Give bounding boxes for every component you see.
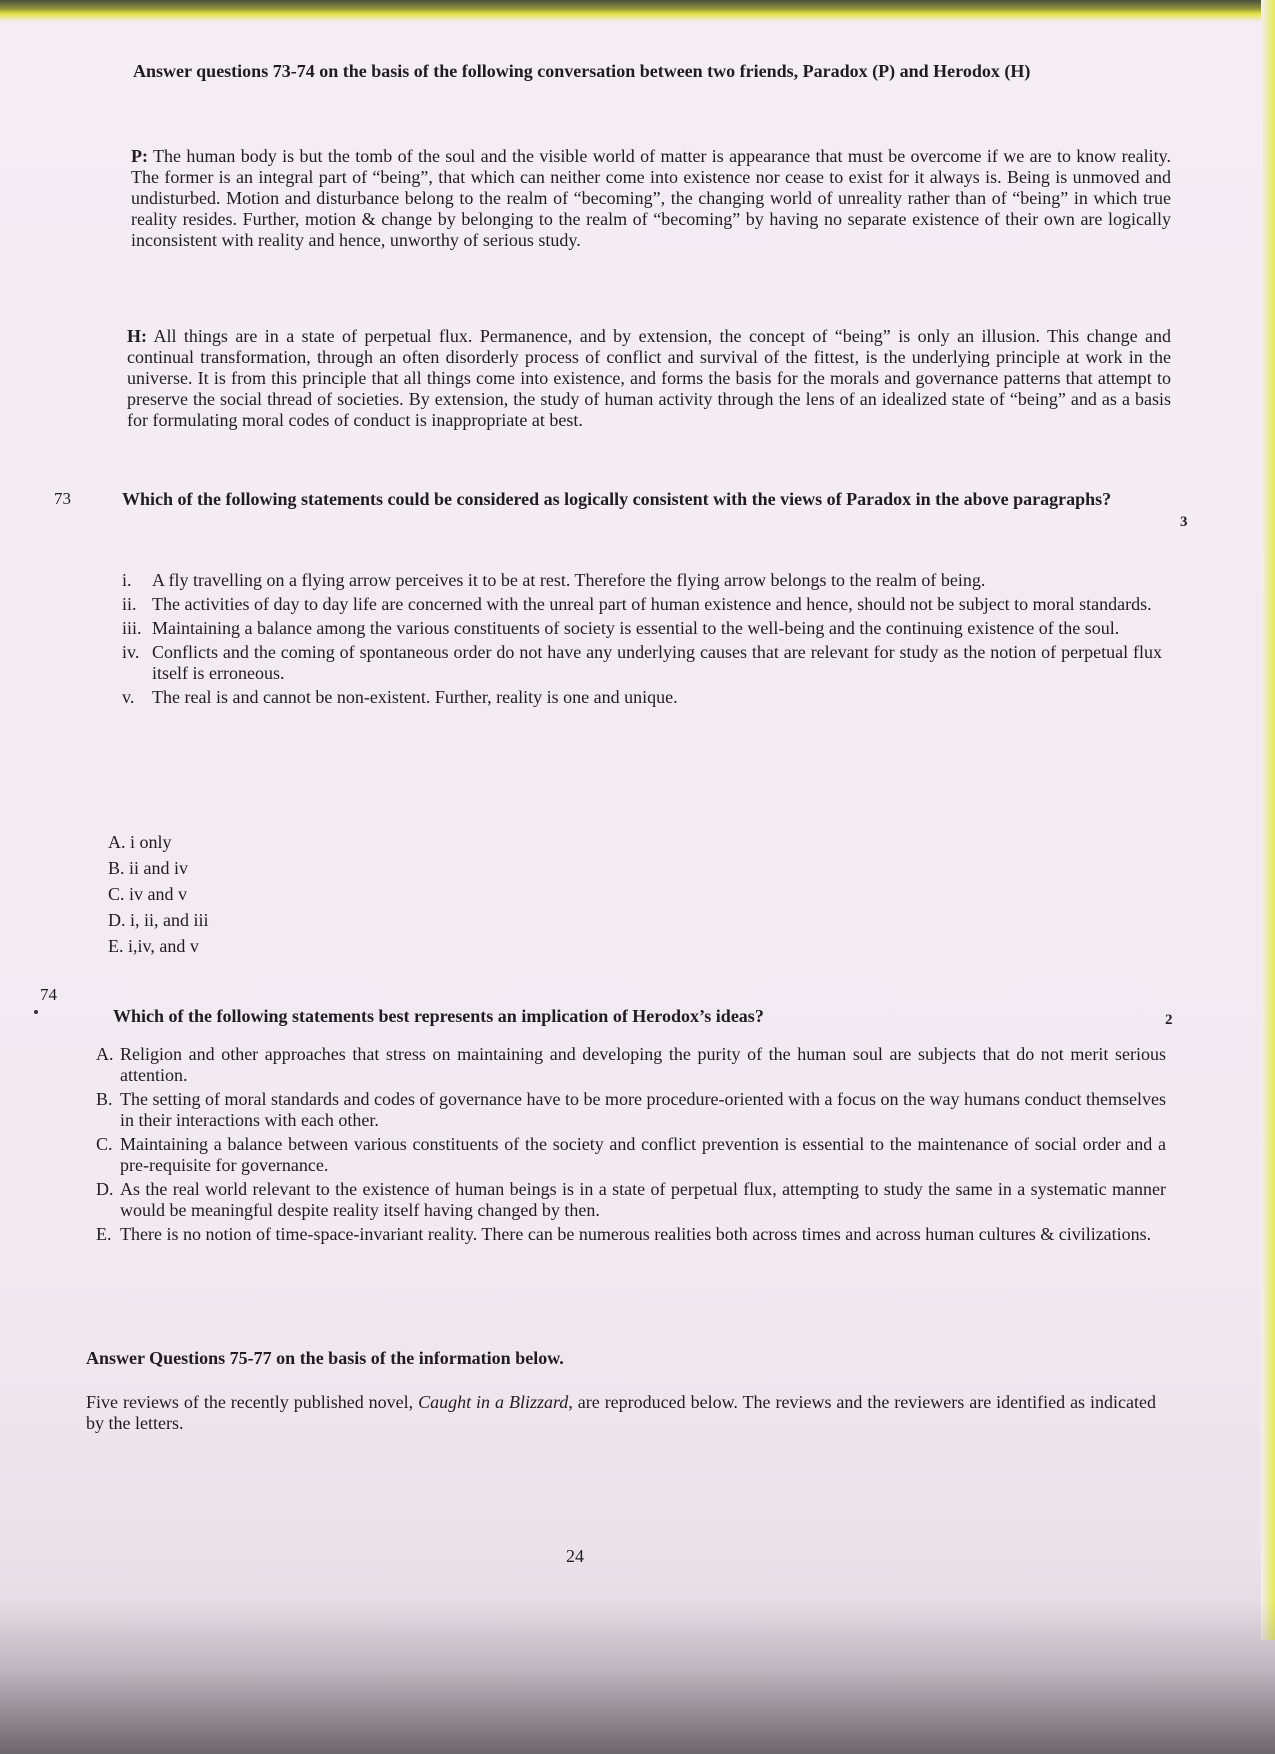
q74-option-b[interactable]: B. The setting of moral standards and codes of governance have to be more procedure-oriented with a focus on the way humans conduct themselves in their interactions with each other. bbox=[96, 1089, 1166, 1130]
q74-option-e[interactable]: E. There is no notion of time-space-invariant reality. There can be numerous realities both across times and across human cultures & civilizations. bbox=[96, 1224, 1152, 1244]
q74-option-c[interactable]: C. Maintaining a balance between various constituents of the society and conflict prevention is essential to the maintenance of social order and a pre-requisite for governance. bbox=[96, 1134, 1166, 1175]
q73-statement: i. A fly travelling on a flying arrow perceives it to be at rest. Therefore the flying arrow belongs to the realm of being. bbox=[122, 570, 986, 590]
novel-title: Caught in a Blizzard bbox=[418, 1392, 569, 1412]
q73-option-c[interactable]: C. iv and v bbox=[108, 884, 187, 904]
q74-option-d[interactable]: D. As the real world relevant to the existence of human beings is in a state of perpetual flux, attempting to study the same in a systematic manner would be meaningful despite reality itself having changed by then. bbox=[96, 1179, 1166, 1220]
herodox-paragraph bbox=[127, 326, 1171, 431]
margin-dot bbox=[34, 1010, 38, 1014]
scan-top-edge bbox=[0, 0, 1275, 22]
herodox-text: All things are in a state of perpetual flux. Permanence, and by extension, the concept of “being” is only an illusion. This change and continual transformation, through an often disorderly process of conflict and survival of the fittest, is the underlying principle at work in the universe. It is from this principle that all things come into existence, and forms the basis for the morals and governance patterns that attempt to preserve the social thread of societies. By extension, the study of human activity through the lens of an idealized state of “being” and as a basis for formulating moral codes of conduct is inappropriate at best. bbox=[127, 326, 1171, 430]
question-73-text: Which of the following statements could be considered as logically consistent with the views of Paradox in the above paragraphs? bbox=[122, 489, 1112, 509]
question-number-74: 74 bbox=[40, 985, 57, 1004]
scan-right-edge bbox=[1261, 0, 1275, 1640]
scan-bottom-shadow bbox=[0, 1600, 1275, 1754]
page-number: 24 bbox=[566, 1546, 584, 1566]
section-heading-73-74: Answer questions 73-74 on the basis of the following conversation between two friends, Paradox (P) and Herodox (H) bbox=[133, 61, 1031, 81]
q73-option-a[interactable]: A. i only bbox=[108, 832, 172, 852]
reviews-intro: Five reviews of the recently published novel, Caught in a Blizzard, are reproduced below. The reviews and the reviewers are identified as indicated by the letters. bbox=[86, 1392, 1156, 1433]
question-number-73: 73 bbox=[54, 489, 71, 508]
question-73-marks: 3 bbox=[1180, 514, 1188, 530]
herodox-label: H: bbox=[127, 326, 147, 346]
q73-statement: v. The real is and cannot be non-existent. Further, reality is one and unique. bbox=[122, 687, 678, 707]
q74-option-a[interactable]: A. Religion and other approaches that stress on maintaining and developing the purity of the human soul are subjects that do not merit serious attention. bbox=[96, 1044, 1166, 1085]
paradox-label: P: bbox=[131, 146, 148, 166]
paradox-paragraph bbox=[131, 146, 1171, 251]
q73-statement: iii. Maintaining a balance among the various constituents of society is essential to the well-being and the continuing existence of the soul. bbox=[122, 618, 1120, 638]
q73-option-d[interactable]: D. i, ii, and iii bbox=[108, 910, 209, 930]
paradox-text: The human body is but the tomb of the soul and the visible world of matter is appearance that must be overcome if we are to know reality. The former is an integral part of “being”, that which can neither come into existence nor cease to exist for it always is. Being is unmoved and undisturbed. Motion and disturbance belong to the realm of “becoming”, the changing world of unreality rather than of “being” in which true reality resides. Further, motion & change by belonging to the realm of “becoming” by having no separate existence of their own are logically inconsistent with reality and hence, unworthy of serious study. bbox=[131, 146, 1171, 250]
section-heading-75-77: Answer Questions 75-77 on the basis of the information below. bbox=[86, 1348, 564, 1368]
q73-option-e[interactable]: E. i,iv, and v bbox=[108, 936, 199, 956]
q73-statement: ii. The activities of day to day life are concerned with the unreal part of human existence and hence, should not be subject to moral standards. bbox=[122, 594, 1152, 614]
q73-statement-list bbox=[122, 570, 1162, 708]
q74-option-list bbox=[96, 1044, 1166, 1245]
question-74-marks: 2 bbox=[1165, 1012, 1173, 1028]
q73-option-b[interactable]: B. ii and iv bbox=[108, 858, 188, 878]
q73-statement: iv. Conflicts and the coming of spontaneous order do not have any underlying causes that are relevant for study as the notion of perpetual flux itself is erroneous. bbox=[122, 642, 1162, 683]
question-74-text: Which of the following statements best represents an implication of Herodox’s ideas? bbox=[113, 1006, 764, 1026]
